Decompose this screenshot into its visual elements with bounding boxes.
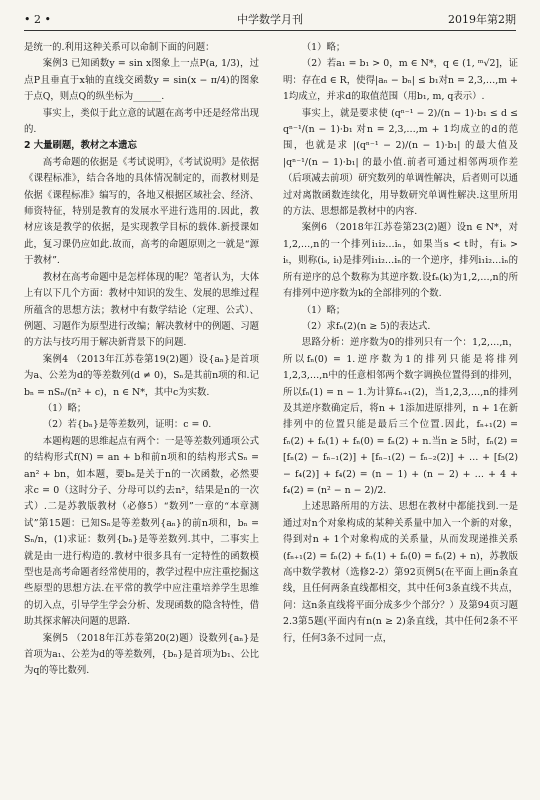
header-rule <box>24 30 516 31</box>
paragraph: 是统一的.利用这种关系可以命制下面的问题： <box>24 42 215 53</box>
case-3: 案例3 已知函数y = sin x图象上一点P(a, 1/3)，过点P且垂直于x轴的直线交函数y = sin(x − π/4)的图象于点Q，则点Q的纵坐标为______. <box>24 58 259 103</box>
paragraph: （2）若{bₙ}是等差数列，证明：c = 0. <box>42 419 212 431</box>
left-column <box>24 40 259 792</box>
case-4: 案例4 （2013年江苏卷第19(2)题）设{aₙ}是首项为a、公差为d的等差数列(d ≠ 0)，Sₙ是其前n项的和.记bₙ = nSₙ/(n² + c)，n ∈ N*，其中c为实数. <box>24 353 259 398</box>
paragraph: 高考命题的依据是《考试说明》，《考试说明》是依据《课程标准》，结合各地的具体情况制定的，而教材则是依据《课程标准》编写的，各地又根据区域社会、经济、师资特征，特别是教育的发展水平进行选用的.因此，教材应该是教学的依据，是实现教学目标的载体.新授课如此，复习课仍应如此.故而，高考的命题原则之一就是“源于教材”. <box>24 156 259 267</box>
paragraph: 思路分析：逆序数为0的排列只有一个：1,2,…,n，所以fₙ(0) = 1.逆序数为1的排列只能是将排列1,2,3,…,n中的任意相邻两个数字调换位置得到的排列，所以fₙ(1) = n − 1.为计算fₙ₊₁(2)，当1,2,3,…,n的排列及其逆序数确定后，将n + 1添加进原排列，n + 1在新排列中的位置只能是最后三个位置.因此，fₙ₊₁(2) = fₙ(2) + fₙ(1) + fₙ(0) = fₙ(2) + n.当n ≥ 5时，fₙ(2) = [fₙ(2) − fₙ₋₁(2)] + [fₙ₋₁(2) − fₙ₋₂(2)] + … + [f₅(2) − f₄(2)] + f₄(2) = (n − 1) + (n − 2) + … + 4 + f₄(2) = (n² − n − 2)/2. <box>283 337 518 496</box>
right-column <box>283 40 518 792</box>
issue-label: 2019年第2期 <box>448 13 516 26</box>
paragraph: （1）略； <box>42 402 87 414</box>
paragraph: （2）若a₁ = b₁ > 0，m ∈ N*，q ∈ (1, ᵐ√2]，证明：存在d ∈ R，使得|aₙ − bₙ| ≤ b₁对n = 2,3,…,m + 1均成立，并求d的取值范围（用b₁, m, q表示）. <box>283 58 518 103</box>
paragraph: （2）求fₙ(2)(n ≥ 5)的表达式. <box>301 320 431 332</box>
case-6: 案例6 （2018年江苏卷第23(2)题）设n ∈ N*，对1,2,…,n的一个排列i₁i₂…iₙ，如果当s < t时，有iₛ > iₜ，则称(iₛ, iₜ)是排列i₁i₂…iₙ的一个逆序，排列i₁i₂…iₙ的所有逆序的总个数称为其逆序数.设fₙ(k)为1,2,…,n的所有排列中逆序数为k的全部排列的个数. <box>283 222 518 300</box>
running-header <box>24 10 516 28</box>
journal-title: 中学数学月刊 <box>237 13 303 26</box>
paragraph: 事实上，类似于此立意的试题在高考中还是经常出现的. <box>24 107 259 136</box>
paragraph: 本题构题的思维起点有两个：一是等差数列通项公式的结构形式f(N) = an + b和前n项和的结构形式Sₙ = an² + bn，如本题，要bₙ是关于n的一次函数，必然要求c = 0（这时分子、分母可以约去n²，结果是n的一次式）.二是苏教版教材（必修5）“数列”一章的“本章测试”第15题：已知Sₙ是等差数列{aₙ}的前n项和，bₙ = Sₙ/n，(1)求证：数列{bₙ}是等差数列.其中，二事实上就是由一进行构造的.教材中很多具有一定特性的函数模型也是高考命题者经常使用的，教学过程中应注重挖掘这些原型的思想方法.在平常的教学中应注重培养学生思维的切入点，引导学生学会分析、发现函数的隐含特性，借助其探求解决问题的思路. <box>24 435 259 628</box>
page-number: • 2 • <box>24 12 51 26</box>
case-5: 案例5 （2018年江苏卷第20(2)题）设数列{aₙ}是首项为a₁、公差为d的等差数列，{bₙ}是首项为b₁、公比为q的等比数列. <box>24 632 259 677</box>
paragraph: 事实上，就是要求使 (qⁿ⁻¹ − 2)/(n − 1)·b₁ ≤ d ≤ qⁿ⁻¹/(n − 1)·b₁ 对n = 2,3,…,m + 1均成立的d的范围，也就是求 |(qⁿ⁻¹ − 2)/(n − 1)·b₁| 的最大值及 |qⁿ⁻¹/(n − 1)·b₁| 的最小值.前者可通过相邻两项作差（后项减去前项）研究数列的单调性解决，后者则可以通过对离散函数连续化，用导数研究单调性解决.这里所用的方法、思想都是教材中的内容. <box>283 107 518 218</box>
paragraph: （1）略； <box>301 42 346 53</box>
paragraph: （1）略； <box>301 304 346 316</box>
paragraph: 上述思路所用的方法、思想在教材中都能找到.一是通过对n个对象构成的某种关系量中加入一个新的对象，得到对n + 1个对象构成的关系量，从而发现递推关系(fₙ₊₁(2) = fₙ(2) + fₙ(1) + fₙ(0) = fₙ(2) + n)，苏教版高中数学教材（选修2-2）第92页例5(在平面上画n条直线，且任何两条直线都相交，其中任何3条直线不共点，问：这n条直线将平面分成多少个部分？）及第94页习题2.3第5题(平面内有n(n ≥ 2)条直线，其中任何2条不平行，任何3条不过同一点， <box>283 501 518 644</box>
section-heading: 2 大量刷题，教材之本遗忘 <box>24 140 137 152</box>
paragraph: 教材在高考命题中是怎样体现的呢？笔者认为，大体上有以下几个方面：教材中知识的发生、发展的思维过程所蕴含的思想方法；教材中有数学结论（定理、公式）、例题、习题作为原型进行改编；解决教材中的例题、习题的方法与技巧用于解决新背景下的问题. <box>24 271 259 349</box>
